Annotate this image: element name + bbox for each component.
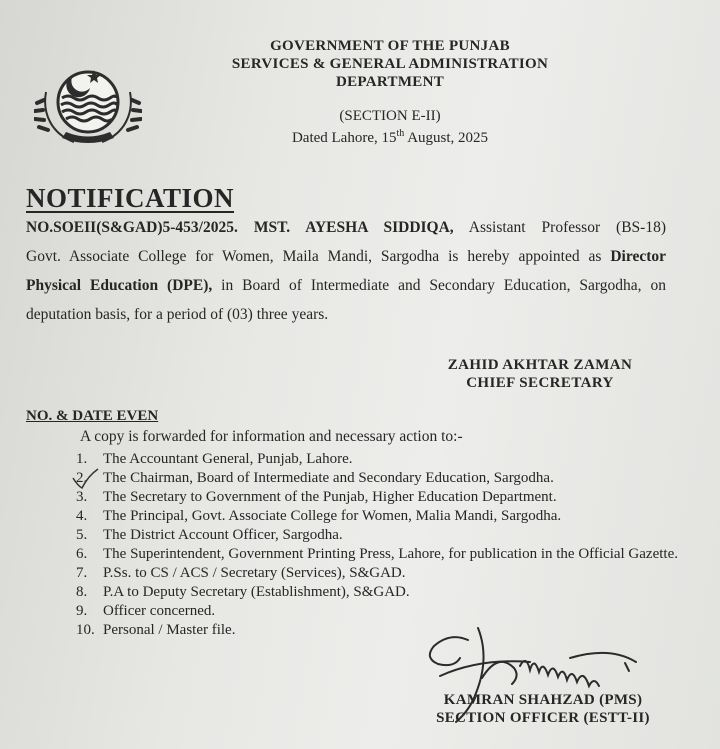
post-title-part1: Director: [610, 248, 666, 265]
notification-line-4: deputation basis, for a period of (03) three years.: [26, 306, 329, 323]
list-item: [76, 488, 696, 507]
list-item-text: The District Account Officer, Sargodha.: [103, 527, 343, 543]
notification-line-2-text: Govt. Associate College for Women, Maila Mandi, Sargodha is hereby appointed as: [26, 248, 611, 265]
list-item-text: The Superintendent, Government Printing Press, Lahore, for publication in the Official Gazette.: [103, 546, 678, 562]
list-item-number: 4.: [76, 508, 88, 524]
list-item-text: P.A to Deputy Secretary (Establishment), S&GAD.: [103, 584, 410, 600]
notification-line-3: [26, 277, 666, 295]
list-item-number: 8.: [76, 584, 88, 600]
dated-sup: th: [396, 128, 405, 139]
appointee-name: MST. AYESHA SIDDIQA,: [253, 219, 454, 236]
handwritten-tick-mark: [70, 466, 100, 492]
list-item-text: P.Ss. to CS / ACS / Secretary (Services), S&GAD.: [103, 565, 406, 581]
notification-title: NOTIFICATION: [26, 183, 235, 213]
header-department-line1: SERVICES & GENERAL ADMINISTRATION: [231, 56, 549, 72]
list-item-text: The Secretary to Government of the Punjab, Higher Education Department.: [103, 489, 557, 505]
dated-suffix: August, 2025: [404, 130, 489, 146]
list-item: [76, 545, 696, 564]
list-item-number: 9.: [76, 603, 88, 619]
appointee-designation: Assistant Professor (BS-18): [453, 219, 666, 236]
signatory-name: ZAHID AKHTAR ZAMAN: [447, 357, 633, 373]
signatory-title: CHIEF SECRETARY: [466, 375, 614, 391]
list-item: [76, 564, 696, 583]
list-item-text: The Chairman, Board of Intermediate and Secondary Education, Sargodha.: [103, 470, 554, 486]
no-date-even-heading: NO. & DATE EVEN: [26, 408, 159, 424]
notification-line-1: [26, 219, 666, 237]
list-item: [76, 526, 696, 545]
list-item: [76, 450, 696, 469]
header-government: GOVERNMENT OF THE PUNJAB: [270, 38, 510, 54]
distribution-list: [76, 450, 696, 640]
section-label: (SECTION E-II): [339, 108, 441, 124]
header-department-line2: DEPARTMENT: [335, 74, 445, 90]
notification-line-3-text: in Board of Intermediate and Secondary Education, Sargodha, on: [212, 277, 666, 294]
list-item-number: 5.: [76, 527, 88, 543]
notification-line-2: [26, 248, 666, 266]
list-item: [76, 583, 696, 602]
dated-line: [250, 128, 530, 147]
notification-ref-no: NO.SOEII(S&GAD)5-453/2025.: [26, 219, 238, 236]
list-item-text: Personal / Master file.: [103, 622, 236, 638]
copy-intro: A copy is forwarded for information and necessary action to:-: [80, 428, 463, 445]
section-officer-title: SECTION OFFICER (ESTT-II): [436, 710, 650, 726]
list-item: [76, 469, 696, 488]
post-title-part2: Physical Education (DPE),: [26, 277, 213, 294]
list-item-number: 7.: [76, 565, 88, 581]
list-item-number: 6.: [76, 546, 88, 562]
list-item-text: Officer concerned.: [103, 603, 216, 619]
list-item: [76, 507, 696, 526]
section-officer-name: KAMRAN SHAHZAD (PMS): [443, 692, 643, 708]
punjab-emblem-logo: [34, 52, 142, 152]
dated-prefix: Dated Lahore, 15: [291, 130, 397, 146]
list-item-number: 10.: [76, 622, 95, 638]
list-item-number: 3.: [76, 489, 88, 505]
list-item-text: The Principal, Govt. Associate College for Women, Malia Mandi, Sargodha.: [103, 508, 562, 524]
list-item-number: 1.: [76, 451, 88, 467]
list-item-text: The Accountant General, Punjab, Lahore.: [103, 451, 353, 467]
list-item-number: 2.: [76, 470, 88, 486]
